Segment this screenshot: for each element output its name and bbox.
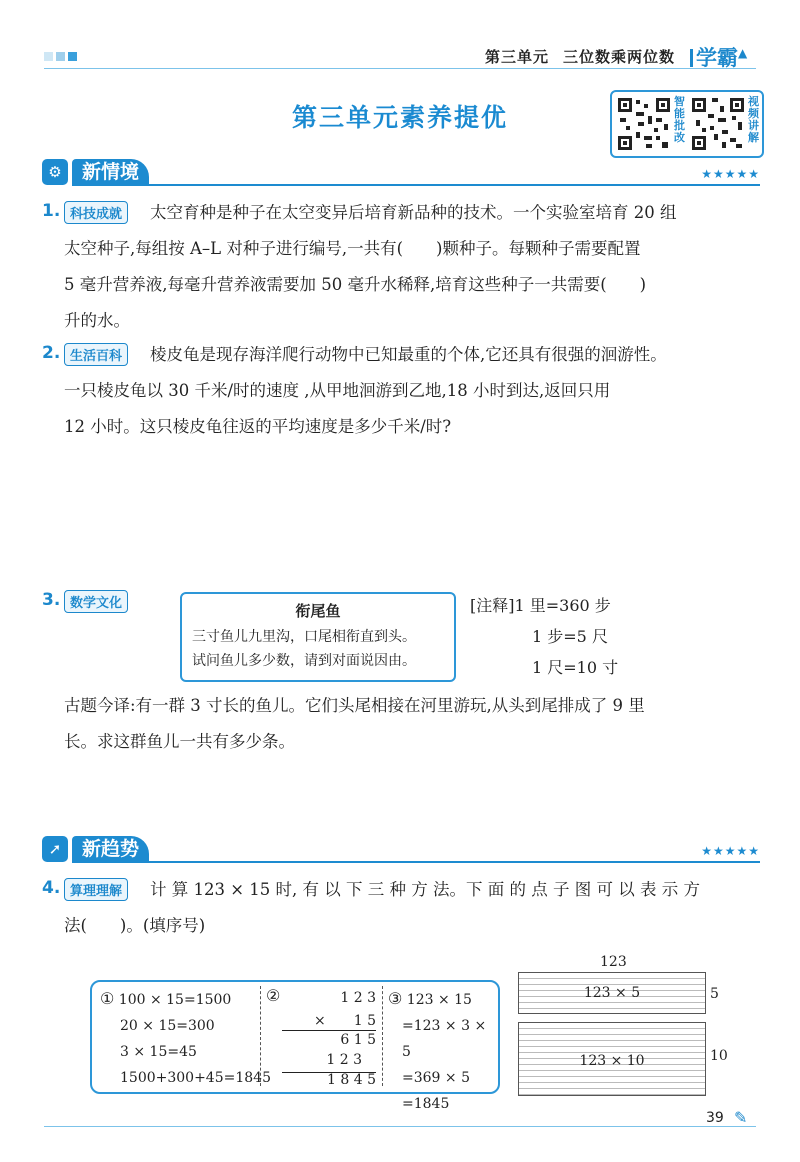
qr-label-grading: 智能批改 bbox=[674, 95, 685, 144]
method-mark: ① bbox=[100, 989, 115, 1008]
notes bbox=[470, 590, 618, 683]
page-number: 39 bbox=[706, 1110, 724, 1126]
text-line: 5 毫升营养液,每毫升营养液需要加 50 毫升水稀释,培育这些种子一共需要( ) bbox=[64, 275, 647, 294]
calc-line: =123 × 3 × 5 bbox=[402, 1018, 487, 1060]
pencil-icon: ✎ bbox=[734, 1108, 748, 1127]
dot-box-label: 123 × 10 bbox=[579, 1053, 645, 1069]
poem-line: 试问鱼儿多少数，请到对面说因由。 bbox=[192, 653, 416, 669]
section-rule bbox=[72, 861, 760, 863]
method-3 bbox=[388, 986, 498, 1117]
calc-row: 1 2 3 bbox=[326, 1052, 362, 1068]
question-number: 2. bbox=[42, 343, 61, 363]
calc-rule bbox=[282, 1030, 376, 1031]
text-line: 法( )。(填序号) bbox=[64, 916, 206, 935]
calc-row: 1 8 4 5 bbox=[327, 1072, 376, 1088]
text-line: 长。求这群鱼儿一共有多少条。 bbox=[64, 732, 295, 751]
calc-line: =369 × 5 bbox=[402, 1070, 470, 1086]
section-rule bbox=[72, 184, 760, 186]
poem-box bbox=[180, 592, 456, 682]
difficulty-stars: ★★★★★ bbox=[701, 167, 760, 181]
arrow-icon: ➚ bbox=[42, 836, 68, 862]
calc-line: 1500+300+45=1845 bbox=[120, 1070, 271, 1086]
calc-line: 3 × 15=45 bbox=[120, 1044, 197, 1060]
cap-icon: ▲ bbox=[738, 46, 748, 60]
question-tag: 数学文化 bbox=[64, 590, 128, 613]
divider bbox=[382, 986, 383, 1086]
question-4-text bbox=[64, 872, 762, 944]
calc-row: 1 2 3 bbox=[340, 990, 376, 1006]
qr-label-video: 视频讲解 bbox=[748, 95, 759, 144]
text-line: 太空种子,每组按 A–L 对种子进行编号,一共有( )颗种子。每颗种子需要配置 bbox=[64, 239, 641, 258]
dot-box-label: 123 × 5 bbox=[583, 985, 641, 1001]
note-line: 1 尺=10 寸 bbox=[532, 658, 619, 677]
method-mark: ② bbox=[266, 986, 281, 1005]
header-unit bbox=[485, 46, 675, 67]
section-title: 新趋势 bbox=[72, 836, 149, 862]
footer-rule bbox=[44, 1126, 756, 1127]
question-tag: 科技成就 bbox=[64, 201, 128, 224]
poem-title: 衔尾鱼 bbox=[295, 602, 341, 620]
calc-row: × 1 5 bbox=[314, 1013, 376, 1029]
qr-panel bbox=[610, 90, 764, 158]
text-line: 太空育种是种子在太空变异后培育新品种的技术。一个实验室培育 20 组 bbox=[150, 203, 677, 222]
note-line: [注释]1 里=360 步 bbox=[470, 596, 611, 615]
dot-top-label: 123 bbox=[600, 954, 627, 970]
calc-line: 100 × 15=1500 bbox=[118, 992, 232, 1008]
header-rule bbox=[44, 68, 756, 69]
section-title: 新情境 bbox=[72, 159, 149, 185]
question-tag: 生活百科 bbox=[64, 343, 128, 366]
page-title: 第三单元素养提优 bbox=[291, 103, 508, 132]
calc-line: 20 × 15=300 bbox=[120, 1018, 215, 1034]
method-1 bbox=[100, 986, 271, 1091]
calc-line: =1845 bbox=[402, 1096, 450, 1112]
calc-row: 6 1 5 bbox=[340, 1032, 376, 1048]
text-line: 升的水。 bbox=[64, 311, 130, 330]
question-1-text bbox=[64, 195, 762, 339]
dot-side-label: 5 bbox=[710, 986, 719, 1002]
section-header-new-context bbox=[42, 159, 760, 185]
question-number: 1. bbox=[42, 201, 61, 221]
text-line: 12 小时。这只棱皮龟往返的平均速度是多少千米/时? bbox=[64, 417, 452, 436]
question-number: 3. bbox=[42, 590, 61, 610]
methods-box bbox=[90, 980, 500, 1112]
question-2-text bbox=[64, 337, 762, 445]
question-3-text bbox=[64, 688, 762, 760]
text-line: 棱皮龟是现存海洋爬行动物中已知最重的个体,它还具有很强的洄游性。 bbox=[150, 345, 667, 364]
method-mark: ③ bbox=[388, 989, 403, 1008]
header-decoration bbox=[44, 52, 77, 61]
qr-code-video[interactable] bbox=[690, 96, 746, 152]
question-number: 4. bbox=[42, 878, 61, 898]
dot-box-10 bbox=[518, 1022, 706, 1096]
header-topic: 三位数乘两位数 bbox=[563, 48, 676, 66]
note-line: 1 步=5 尺 bbox=[532, 627, 608, 646]
section-header-new-trend bbox=[42, 836, 760, 862]
difficulty-stars: ★★★★★ bbox=[701, 844, 760, 858]
header-unit-name: 第三单元 bbox=[485, 48, 550, 66]
qr-code-grading[interactable] bbox=[616, 96, 672, 152]
question-tag: 算理理解 bbox=[64, 878, 128, 901]
poem-line: 三寸鱼儿九里沟，口尾相衔直到头。 bbox=[192, 629, 416, 645]
brand-logo: 学霸▲ bbox=[690, 42, 747, 72]
text-line: 古题今译:有一群 3 寸长的鱼儿。它们头尾相接在河里游玩,从头到尾排成了 9 里 bbox=[64, 696, 645, 715]
dot-box-5 bbox=[518, 972, 706, 1014]
gear-icon: ⚙ bbox=[42, 159, 68, 185]
dot-side-label: 10 bbox=[710, 1048, 728, 1064]
text-line: 一只棱皮龟以 30 千米/时的速度 ,从甲地洄游到乙地,18 小时到达,返回只用 bbox=[64, 381, 611, 400]
text-line: 计 算 123 × 15 时, 有 以 下 三 种 方 法。下 面 的 点 子 图 可 以 表 示 方 bbox=[150, 880, 700, 899]
calc-line: 123 × 15 bbox=[406, 992, 472, 1008]
